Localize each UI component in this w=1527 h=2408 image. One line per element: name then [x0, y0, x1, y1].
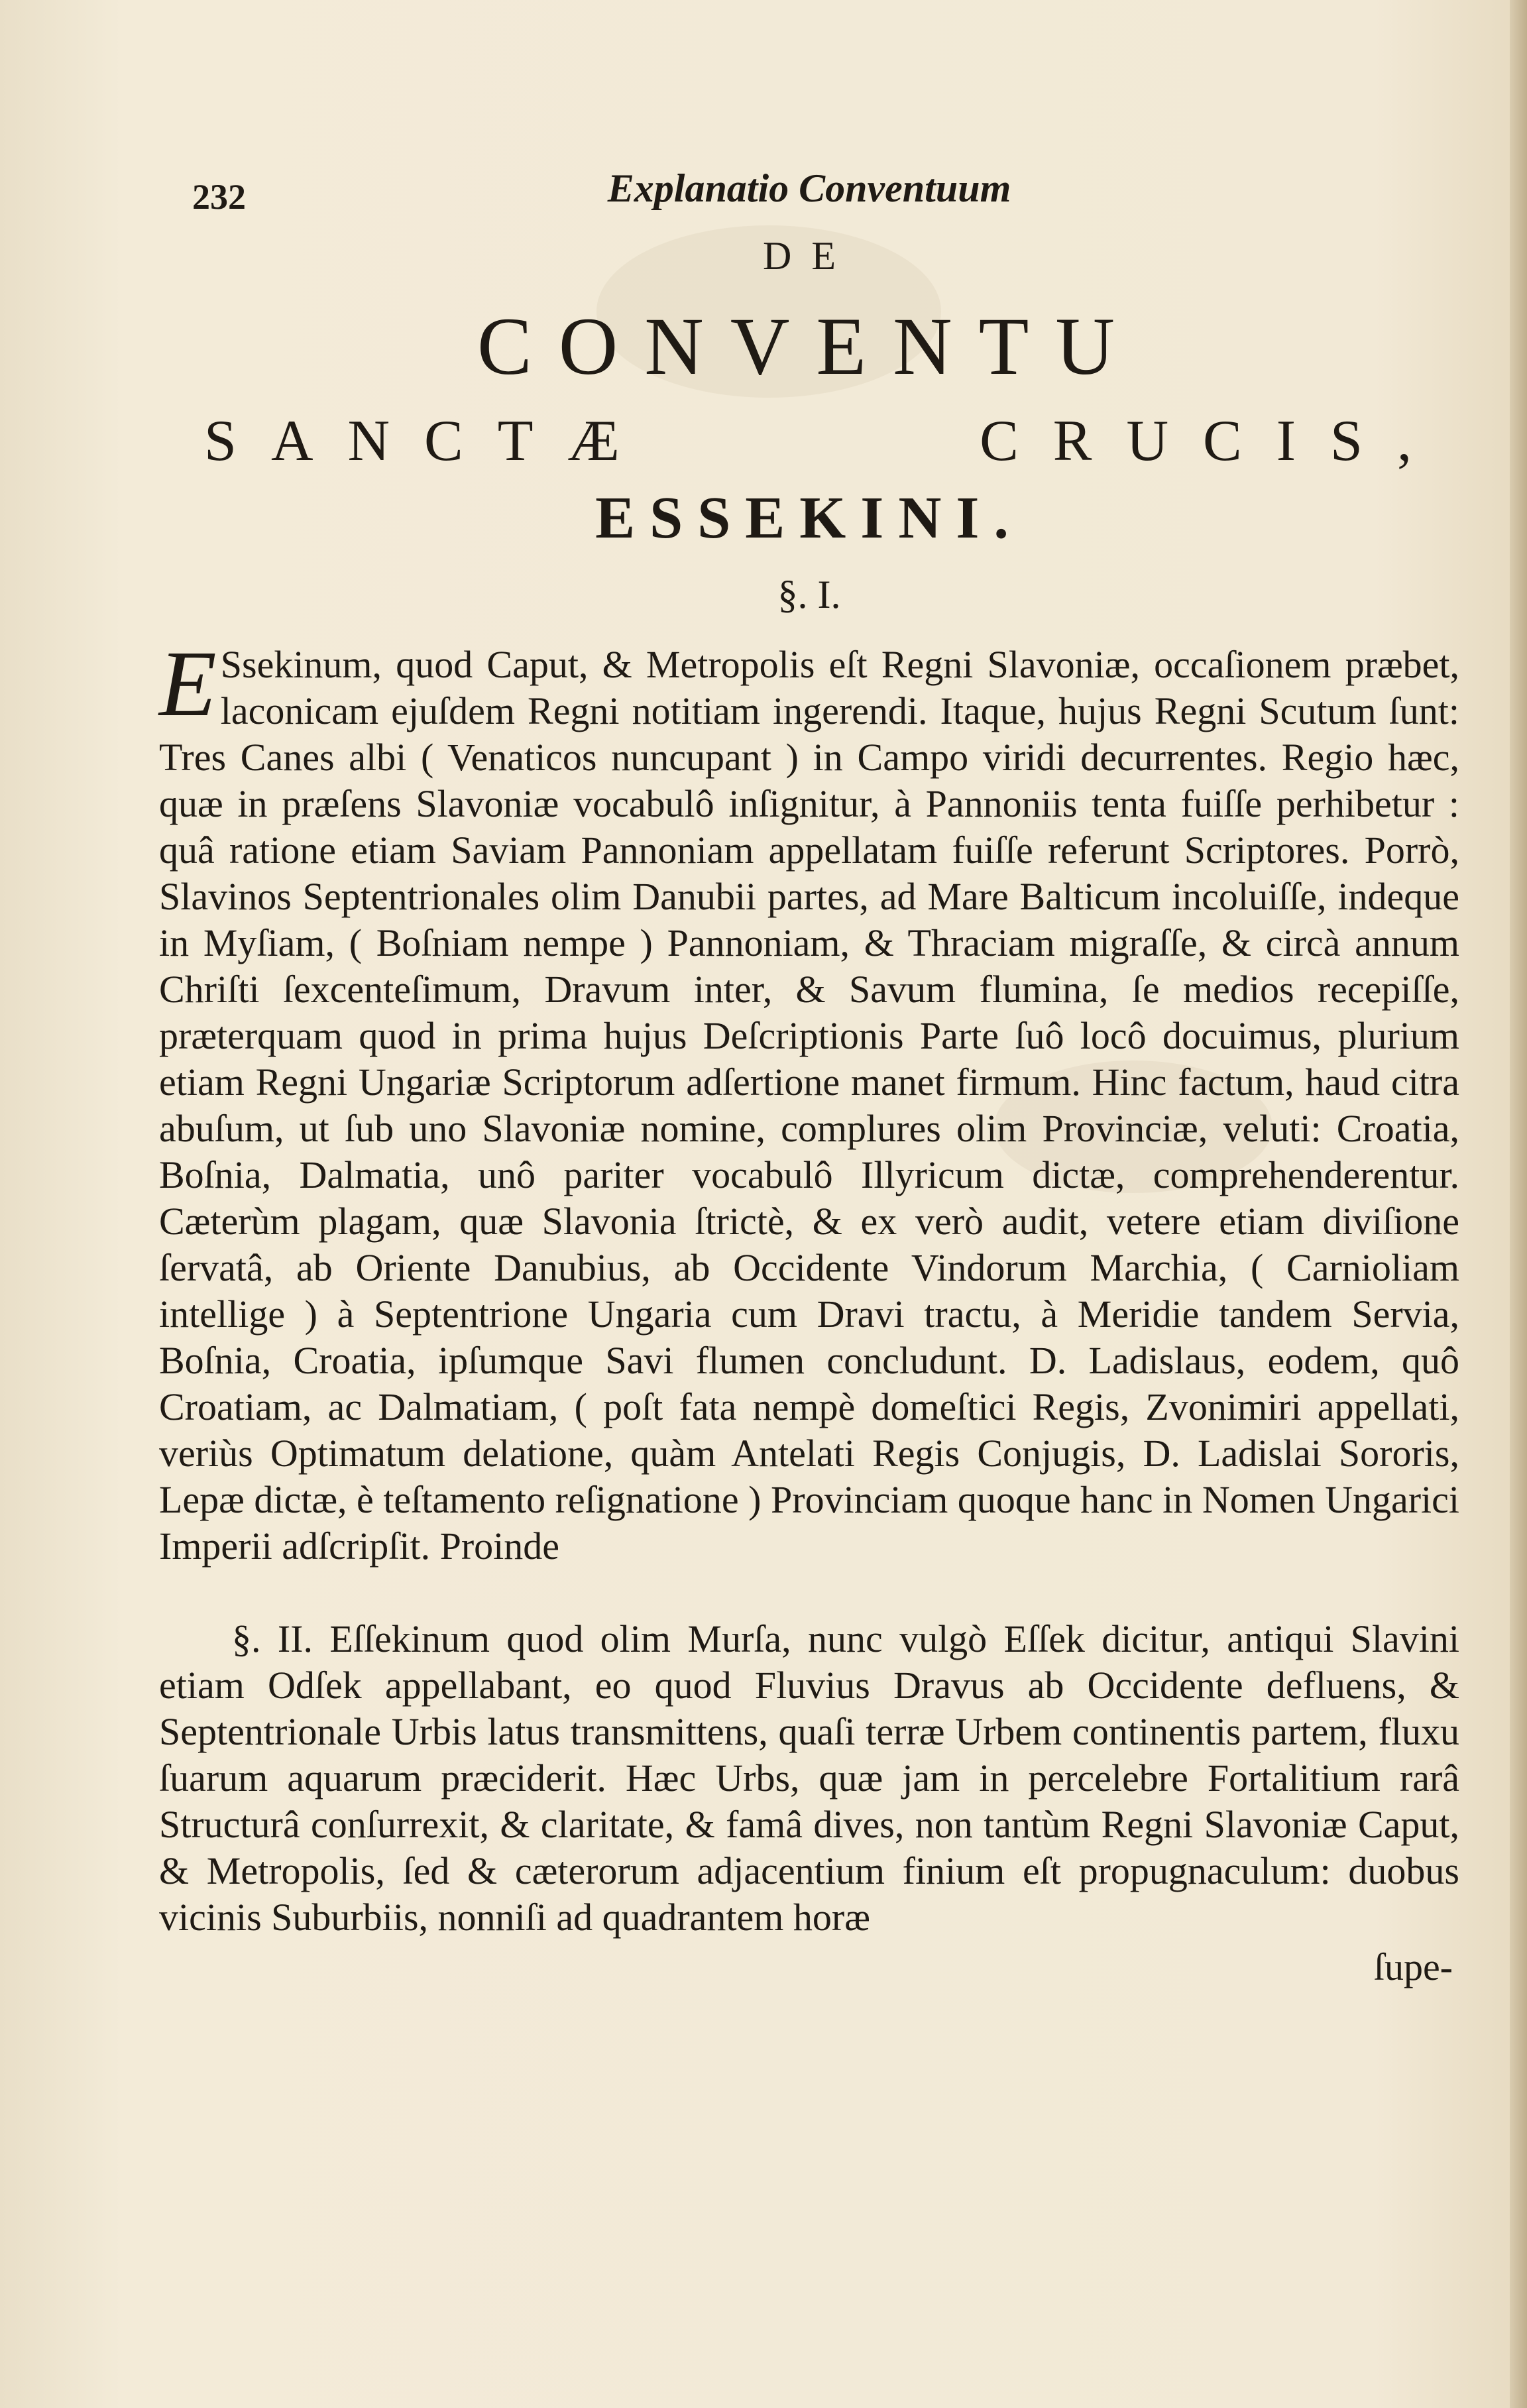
section-1-text: Ssekinum, quod Caput, & Metropolis eſt Regni Slavoniæ, occaſionem præbet, laconicam ejuſdem Regni notitiam ingerendi. Itaque, hujus Regni Scutum ſunt: Tres Canes albi ( Venaticos nuncupant ) in Campo viridi decurrentes. Regio hæc, quæ in præſens Slavoniæ vocabulô inſignitur, à Pannoniis tenta fuiſſe perhibetur : quâ ratione etiam Saviam Pannoniam appellatam fuiſſe referunt Scriptores. Porrò, Slavinos Septentrionales olim Danubii partes, ad Mare Balticum incoluiſſe, indeque in Myſiam, ( Boſniam nempe ) Pannoniam, & Thraciam migraſſe, & circà annum Chriſti ſexcenteſimum, Dravum inter, & Savum flumina, ſe medios recepiſſe, præterquam quod in prima hujus Deſcriptionis Parte ſuô locô docuimus, plurium etiam Regni Ungariæ Scriptorum adſertione manet firmum. Hinc factum, haud citra abuſum, ut ſub uno Slavoniæ nomine, complures olim Provinciæ, veluti: Croatia, Boſnia, Dalmatia, unô pariter vocabulô Illyricum dictæ, comprehenderentur. Cæterùm plagam, quæ Slavonia ſtrictè, & ex verò audit, vetere etiam diviſione ſervatâ, ab Oriente Danubius, ab Occidente Vindorum Marchia, ( Carnioliam intellige ) à Septentrione Ungaria cum Dravi tractu, à Meridie tandem Servia, Boſnia, Croatia, ipſumque Savi flumen concludunt. D. Ladislaus, eodem, quô Croatiam, ac Dalmatiam, ( poſt fata nempè domeſtici Regis, Zvonimiri appellati, veriùs Optimatum delatione, quàm Antelati Regis Conjugis, D. Ladislai Sororis, Lepæ dictæ, è teſtamento reſignatione ) Provinciam quoque hanc in Nomen Ungarici Imperii adſcripſit. Proinde	[159, 643, 1459, 1568]
chapter-title	[159, 233, 1459, 618]
text-column	[159, 166, 1459, 1989]
title-crucis: CRUCIS,	[980, 409, 1446, 473]
title-sanctae-crucis	[159, 408, 1459, 475]
title-sanctae: SANCTÆ	[204, 409, 654, 473]
page-gutter	[1510, 0, 1527, 2408]
drop-cap: E	[159, 631, 217, 736]
running-title: Explanatio Conventuum	[607, 166, 1011, 210]
section-2-paragraph: §. II. Eſſekinum quod olim Murſa, nunc vulgò Eſſek dicitur, antiqui Slavini etiam Odſek appellabant, eo quod Fluvius Dravus ab Occidente defluens, & Septentrionale Urbis latus transmittens, quaſi terræ Urbem continentis partem, fluxu ſuarum aquarum præciderit. Hæc Urbs, quæ jam in percelebre Fortalitium rarâ Structurâ conſurrexit, & claritate, & famâ dives, non tantùm Regni Slavoniæ Caput, & Metropolis, ſed & cæterorum adjacentium finium eſt propugnaculum: duobus vicinis Suburbiis, nonniſi ad quadrantem horæ	[159, 1617, 1459, 1939]
title-de: DE	[763, 234, 856, 278]
running-head	[159, 166, 1459, 219]
title-conventu: CONVENTU	[477, 301, 1141, 392]
section-1-paragraph	[159, 631, 1459, 1570]
section-1-mark: §. I.	[777, 573, 841, 616]
catchword: ſupe-	[1373, 1945, 1453, 1988]
page-number: 232	[192, 177, 246, 217]
title-essekini: ESSEKINI.	[595, 485, 1023, 551]
